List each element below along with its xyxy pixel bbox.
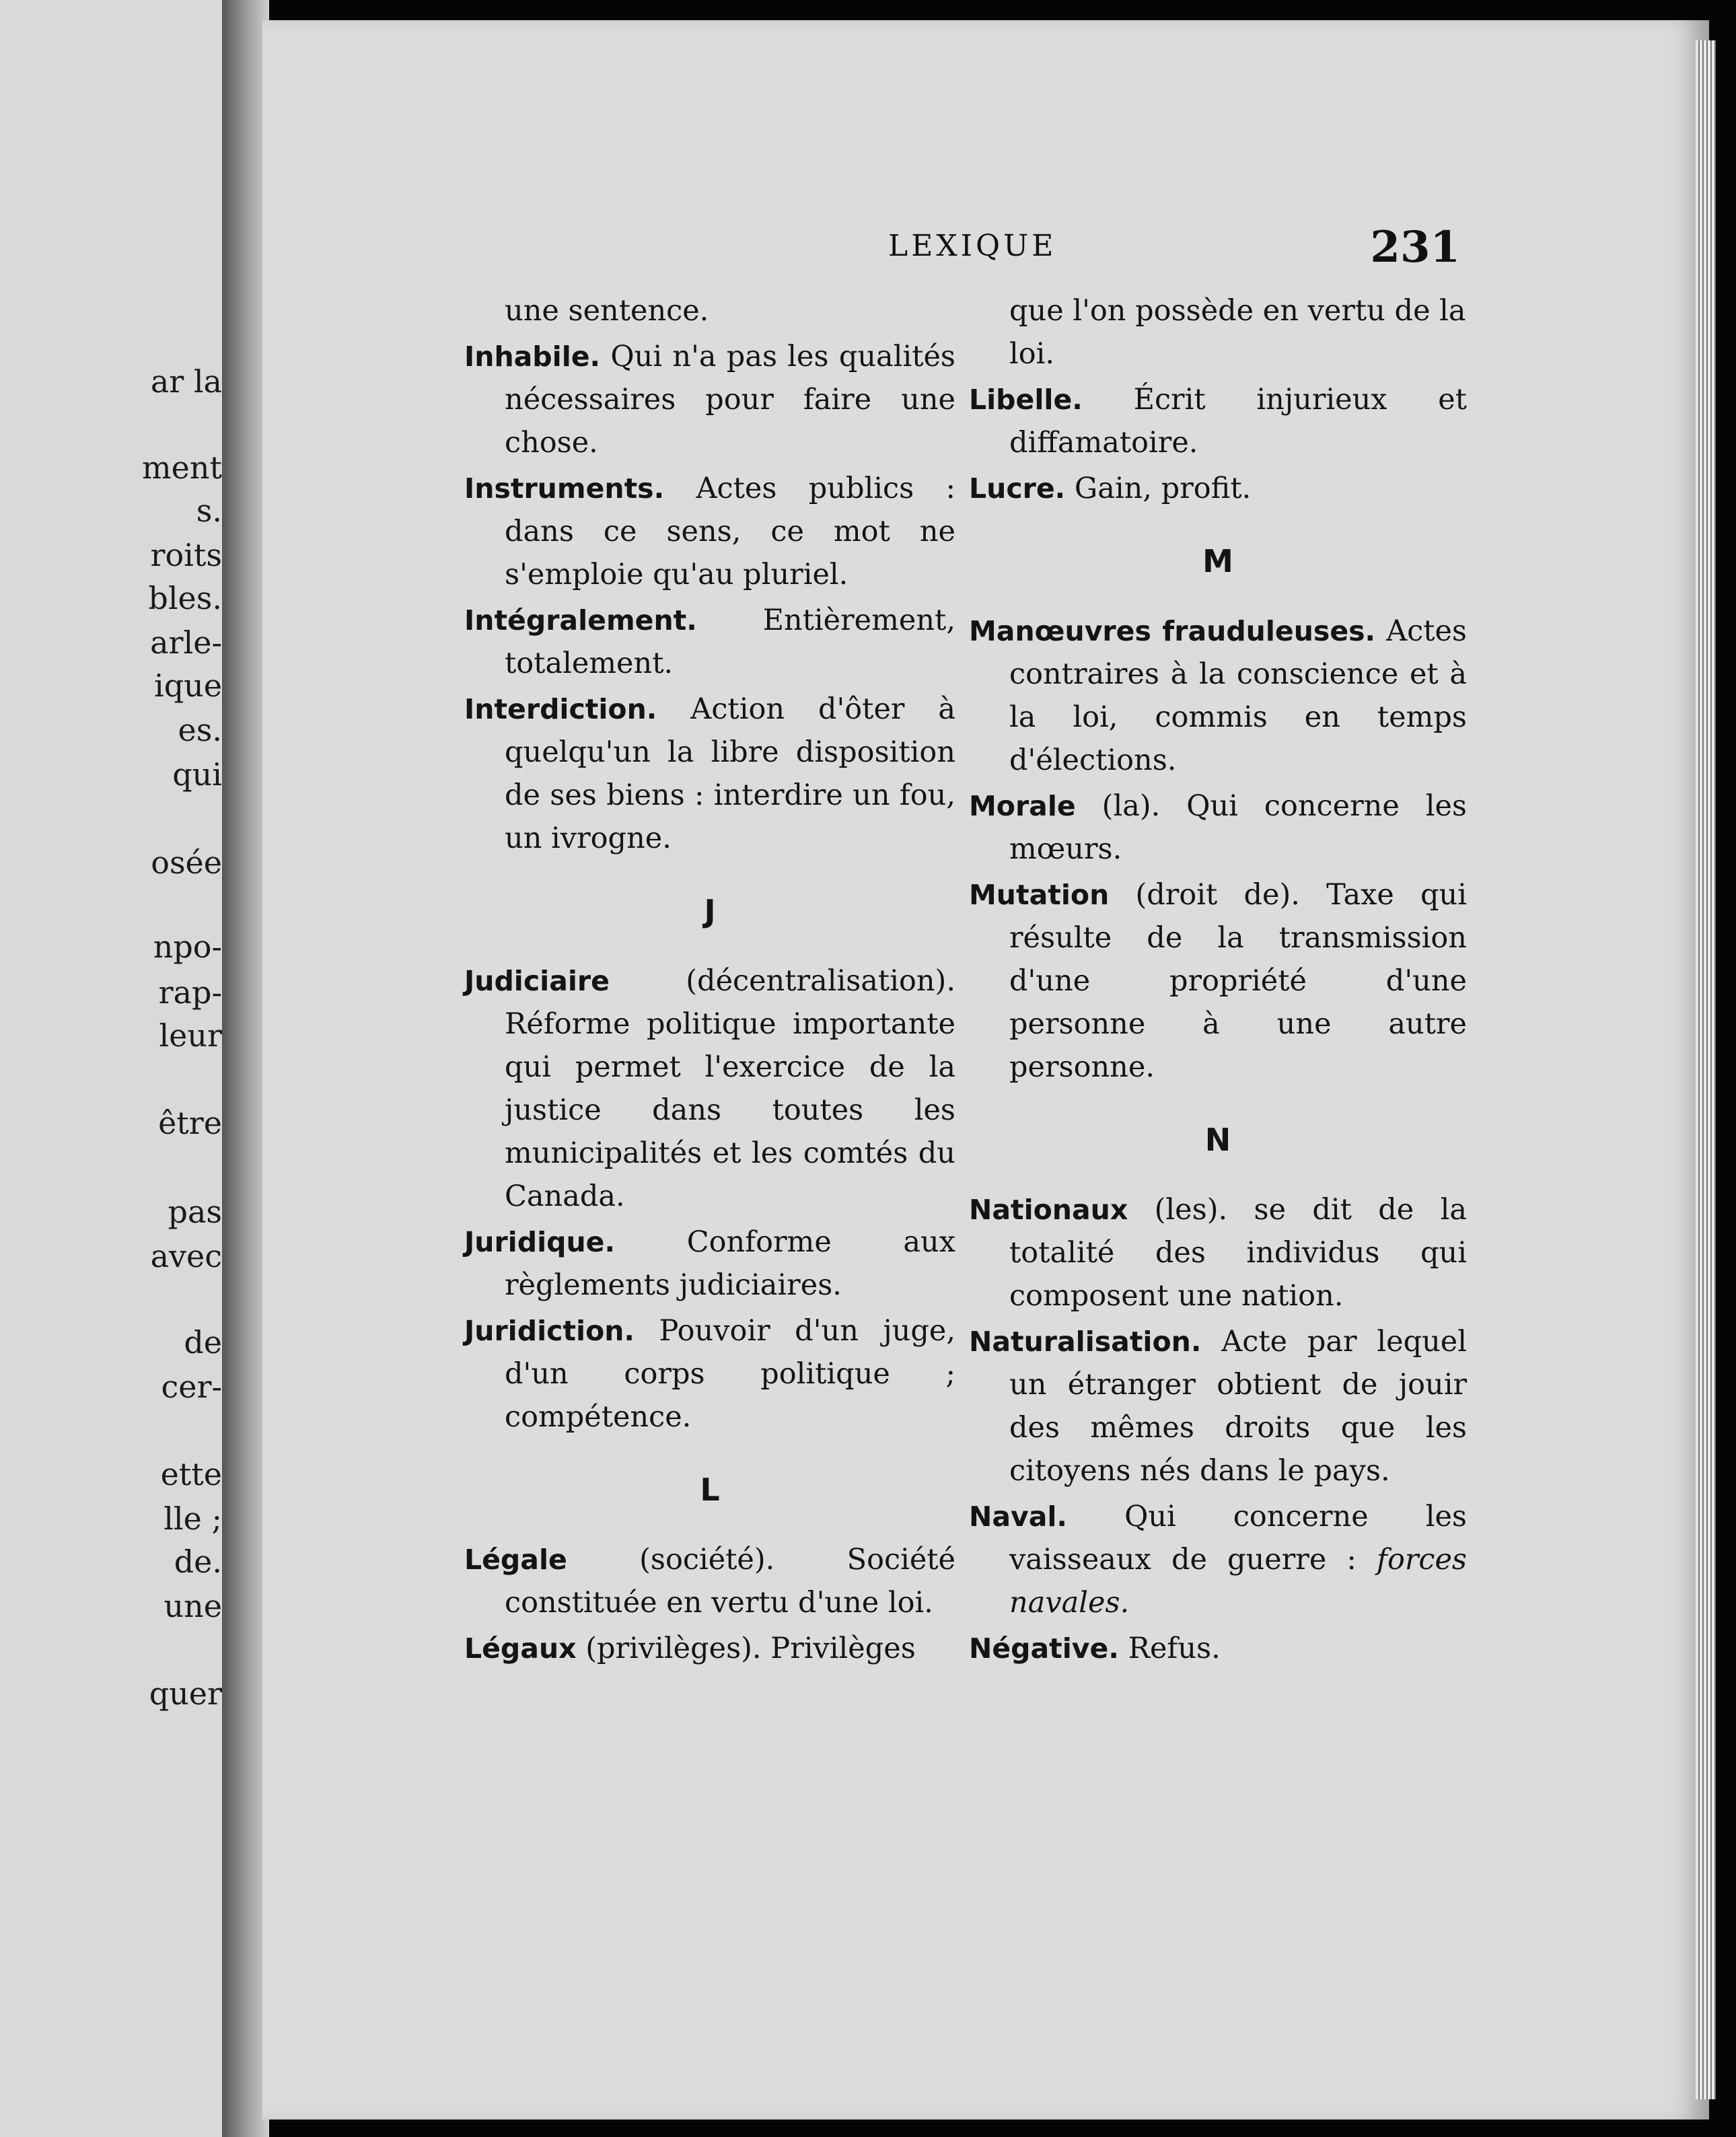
entry-definition: Qui n'a pas les qualités nécessaires pour faire une chose. [505,340,955,460]
facing-line: pas [168,1194,222,1230]
entry-term: Mutation [969,879,1110,911]
entry-term: Naturalisation. [969,1326,1202,1358]
facing-line: une [164,1588,222,1624]
continued-text: une sentence. [505,294,709,328]
facing-line: ar la [150,363,222,400]
entry-term: Légaux [464,1632,577,1665]
facing-line: quer [149,1675,222,1712]
entry-term: Manœuvres frauduleuses. [969,615,1376,647]
facing-line: de [184,1324,222,1361]
entry-term: Libelle. [969,384,1083,416]
section-letter: J [704,893,716,929]
facing-line: être [158,1105,222,1141]
entry-definition: (les). se dit de la totalité des individus qui composent une nation. [1009,1193,1467,1313]
entry-definition: Qui concerne les vaisseaux de guerre : [1009,1500,1467,1577]
right-column [969,289,1467,1673]
entry-definition: Acte par lequel un étranger obtient de jouir des mêmes droits que les citoyens nés dans le pays. [1009,1325,1467,1488]
entry-term: Lucre. [969,472,1066,505]
facing-line: roits [150,537,222,573]
entry-definition: Pouvoir d'un juge, d'un corps politique ; compétence. [505,1314,956,1434]
lexicon-entry [969,1188,1467,1317]
facing-page [0,0,229,2137]
facing-line: lle ; [164,1500,222,1537]
entry-term: Nationaux [969,1194,1128,1226]
continued-text: que l'on possède en vertu de la loi. [1009,294,1466,371]
facing-line: cer- [161,1369,222,1405]
entry-definition: Actes publics : dans ce sens, ce mot ne s'emploie qu'au pluriel. [505,472,955,591]
section-letter: M [1202,543,1233,579]
lexicon-entry [464,335,955,464]
facing-line: bles. [148,580,222,616]
facing-line: es. [178,712,222,748]
entry-term: Morale [969,790,1076,822]
lexicon-entry [464,1627,955,1670]
facing-line: avec [150,1238,222,1274]
facing-line: qui [172,756,222,793]
entry-term: Instruments. [464,472,665,505]
lexicon-entry [464,1309,955,1439]
facing-line: arle- [150,624,222,661]
facing-line: ique [153,667,222,704]
lexicon-entry [464,1538,955,1624]
facing-line: ment [142,449,222,486]
facing-line: s. [196,493,222,529]
page-header [888,222,1460,276]
entry-term: Interdiction. [464,693,657,725]
entry-definition: Conforme aux règlements judiciaires. [505,1225,955,1302]
left-column [464,289,955,1673]
entry-definition: Action d'ôter à quelqu'un la libre disposition de ses biens : interdire un fou, un ivrogne. [505,692,956,855]
entry-definition: (société). Société constituée en vertu d'une loi. [505,1543,955,1620]
entry-definition: (la). Qui concerne les mœurs. [1009,789,1467,866]
lexicon-entry [464,599,955,685]
entry-term: Naval. [969,1500,1068,1533]
page-number: 231 [1370,222,1460,273]
lexicon-entry [464,1221,955,1307]
entry-definition: Écrit injurieux et diffamatoire. [1009,383,1468,460]
entry-definition: (privilèges). Privilèges [585,1632,916,1665]
lexicon-entry [969,1627,1467,1670]
facing-line: ette [160,1456,222,1492]
entry-term: Inhabile. [464,340,601,373]
lexicon-entry [464,688,955,860]
page-edges [1696,40,1716,2099]
entry-term: Légale [464,1544,567,1576]
section-letter: N [1204,1122,1231,1158]
lexicon-entry [969,873,1467,1089]
entry-example: forces navales. [1009,1543,1467,1620]
lexicon-entry [969,1495,1467,1624]
section-letter: L [700,1472,720,1508]
entry-term: Judiciaire [464,965,610,997]
entry-term: Intégralement. [464,604,697,637]
entry-term: Juridique. [464,1226,616,1258]
entry-definition: Refus. [1128,1632,1221,1665]
lexicon-entry [464,467,955,596]
entry-definition: Actes contraires à la conscience et à la loi, commis en temps d'élections. [1009,614,1467,777]
facing-line: leur [159,1017,222,1054]
entry-definition: (décentralisation). Réforme politique importante qui permet l'exercice de la justice dans toutes les municipalités et les comtés du Canada. [505,964,955,1213]
facing-line: rap- [158,974,222,1011]
facing-line: osée [151,844,222,881]
lexicon-entry [969,785,1467,871]
entry-definition: (droit de). Taxe qui résulte de la transmission d'une propriété d'une personne à une autre personne. [1009,878,1468,1084]
entry-term: Juridiction. [464,1315,635,1347]
facing-line: de. [174,1544,222,1580]
entry-definition: Entièrement, totalement. [505,604,955,680]
entry-definition: Gain, profit. [1074,472,1252,505]
lexicon-entry [969,378,1467,464]
running-title: LEXIQUE [888,229,1057,263]
lexicon-entry [969,1320,1467,1492]
lexicon-entry [969,467,1467,510]
facing-line: npo- [153,929,222,965]
lexicon-entry [969,610,1467,782]
entry-term: Négative. [969,1632,1119,1665]
lexicon-entry [464,959,955,1218]
